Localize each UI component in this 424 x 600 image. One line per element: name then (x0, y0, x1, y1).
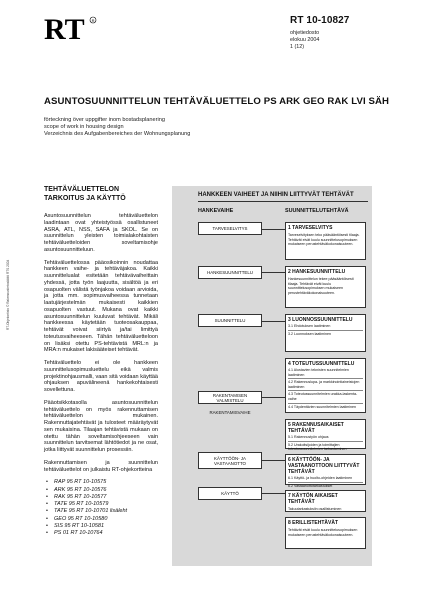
phase-label: RAKENTAMISVAIHE (209, 410, 251, 415)
meta-date: elokuu 2004 (290, 36, 320, 43)
connector-line (262, 272, 285, 273)
task-description: Hankesuunnittelun tekee pääsääntöisesti tilaaja. Tehtävät eivät kuulu suunnittelusopimuksen mukaiseen perustehtäväkokonaisuuteen. (288, 277, 354, 295)
title-swedish: förteckning över uppgifter inom bostadsplanering (44, 117, 165, 123)
task-heading: 5 RAKENNUSAIKAISET TEHTÄVÄT (288, 422, 344, 434)
list-item: • TATE 95 RT 10-10701 lisäleht (44, 508, 158, 515)
paragraph: Pääotsikkotasolla asuntosuunnittelun tehtäväluettelo on myös rakennuttamisen tehtäväluettelon mukainen. Rakennuttajatehtävät ja tulosteet määräytyvät sen mukaisina. Tilaajan tehtävistä mukaan on otettu tähän soveltamisohjeeseen vain suunnittelun tarvitsemat lähtötiedot ja ne osat, jotka liittyvät suunnittelun prosessiin. (44, 399, 158, 453)
phase-box: KÄYTTÖ (198, 487, 262, 500)
phase-box: HANKESUUNNITTELU (198, 266, 262, 279)
column-header-tasks: SUUNNITTELUTEHTÄVÄ (285, 208, 349, 214)
card-meta (290, 30, 319, 50)
task-box (285, 266, 366, 308)
phase-box: RAKENTAMISEN VALMISTELU (198, 391, 262, 404)
column-header-phase: HANKEVAIHE (198, 208, 234, 214)
divider (288, 441, 363, 442)
task-step: 3.1 Ehdotuksen laatiminen (288, 324, 331, 328)
diagram-title: HANKKEEN VAIHEET JA NIIHIN LIITTYVÄT TEHTÄVÄT (198, 192, 354, 198)
phase-box: SUUNNITTELU (198, 314, 262, 327)
list-item: • GEO 95 RT 10-10580 (44, 516, 158, 523)
intro-column (44, 186, 158, 537)
task-description: Tehtävät eivät kuulu suunnittelusopimuksen mukaiseen perustehtäväkokonaisuuteen. (288, 528, 358, 537)
paragraph: Tehtäväluettelo ei ole hankkeen suunnittelusopimusluettelu eikä valmis projektinohjausmalli, vaan sitä voidaan käyttää ohjauksen apuvälineenä hankekohtaisesti sovellettuna. (44, 360, 158, 393)
phase-box: TARVESELVITYS (198, 222, 262, 235)
task-box (285, 222, 366, 260)
task-heading: 2 HANKESUUNNITTELU (288, 269, 346, 275)
task-step: 6.2 Vastaanottotarkastukset (288, 483, 333, 488)
reference-card-list (44, 479, 158, 537)
task-step: 6.1 Käyttö- ja huolto-ohjeiden laatiminen (288, 476, 353, 480)
list-item: • PS 01 RT 10-10764 (44, 530, 158, 537)
section-heading: TEHTÄVÄLUETTELON TARKOITUS JA KÄYTTÖ (44, 186, 126, 202)
connector-line (262, 321, 285, 322)
card-id: RT 10-10827 (290, 15, 350, 26)
task-box (285, 454, 366, 488)
task-heading: 3 LUONNOSSUUNNITTELU (288, 317, 353, 323)
task-description: Takuutarkastuksiin osallistuminen (288, 507, 342, 511)
task-box (285, 490, 366, 512)
connector-line (262, 397, 285, 398)
title-german: Verzeichnis des Aufgabenbereiches der Wohnungsplanung (44, 130, 191, 137)
divider (288, 378, 363, 379)
task-heading: 7 KÄYTÖN AIKAISET TEHTÄVÄT (288, 493, 338, 505)
list-item: • TATE 95 RT 10-10579 (44, 501, 158, 508)
paragraph: Asuntosuunnittelun tehtäväluettelon laadintaan ovat yhteistyössä osallistuneet ASRA, ATL, NSS, SAFA ja SKOL. Se on suunnittelun yleisten toimialakohtaisten tehtäväluetteloiden soveltamisohje asuntosuunnitteluun. (44, 213, 158, 253)
task-box (285, 419, 366, 452)
task-heading: 8 ERILLISTEHTÄVÄT (288, 520, 339, 526)
task-heading: 6 KÄYTTÖÖN- JA VASTAANOTTOON LIITTYVÄT TEHTÄVÄT (288, 457, 360, 475)
divider (288, 390, 363, 391)
task-box (285, 314, 366, 352)
paragraph: Rakennuttamisen ja suunnittelun tehtäväluettelot on julkaistu RT-ohjekortteina (44, 459, 158, 473)
task-step: 4.4 Täydentävien suunnitelmien laatiminen (288, 404, 357, 409)
task-box (285, 358, 366, 413)
divider (288, 482, 363, 483)
document-title: ASUNTOSUUNNITTELUN TEHTÄVÄLUETTELO PS ARK GEO RAK LVI SÄH (44, 96, 390, 107)
list-item: • RAK 95 RT 10-10577 (44, 494, 158, 501)
connector-line (262, 460, 285, 461)
task-step: 4.3 Toteutussuunnitelmien urakka-laskenta-vaihe (288, 392, 358, 401)
translated-titles (44, 117, 190, 138)
svg-text:R: R (91, 17, 95, 23)
divider (288, 330, 363, 331)
task-box (285, 517, 366, 549)
list-item: • RAP 95 RT 10-10575 (44, 479, 158, 486)
connector-line (262, 229, 285, 230)
divider (288, 403, 363, 404)
meta-file-type: ohjetiedosto (290, 30, 320, 36)
task-step: 4.2 Rakennuslupa- ja markkinointiaineistojen laatiminen (288, 380, 360, 389)
divider (198, 201, 368, 202)
rt-logo (44, 14, 98, 42)
title-english: scope of work in housing design (44, 123, 124, 130)
phase-box: KÄYTTÖÖN- JA VASTAANOTTO (198, 452, 262, 469)
list-item: • ARK 95 RT 10-10576 (44, 487, 158, 494)
rt-logo-text: RT (44, 14, 85, 42)
task-step: 5.1 Rakennustyön ohjaus (288, 435, 329, 439)
task-heading: 4 TOTEUTUSSUUNNITTELU (288, 361, 355, 367)
copyright-caption: RT-Ohjekortisto © Rakennustietosäätiö RTS 2004 (6, 259, 10, 330)
task-step: 4.1 Alustavien teknisten suunnitelmien laatiminen (288, 368, 349, 377)
phase-task-diagram (172, 186, 372, 566)
list-item: • SIS 95 RT 10-10581 (44, 523, 158, 530)
meta-page: 1 (12) (290, 43, 305, 50)
connector-line (262, 493, 285, 494)
task-step: 3.2 Luonnoksen laatiminen (288, 331, 331, 336)
task-description: Tarveselvityksen teko pääsääntöisesti tilaaja. Tehtävät eivät kuulu suunnittelusopimuksen mukaiseen perustehtäväkokonaisuuteen. (288, 233, 360, 247)
task-step: 5.2 Urakoitsijoiden ja toimittajien toteutussuunnitelmien tarkastaminen (288, 442, 347, 452)
paragraph: Tehtäväluettelossa pääosikoinnin noudattaa hankkeen vaihe- ja tehtäväjakoa. Kaikki suunnittelualat esitetään tehtävävaiheittain yhdessä, jotta työn laajuutta, sisältöä ja eri osapuolten välistä työnjakoa voidaan arvioida, ja jotta mm. sopimusvaiheessa tunnetaan laatujärjestelmän mukaisesti kaikkien osapuolten vastuut. Mukana ovat kaikki asuntosuunnittelun kuuluvat tehtävät. Mikäli hankkeessa käytetään tuoteosakauppaa, tehtävät voivat siirtyä ja/tai limittyä toteutusvaiheeseen. Tähän tehtäväluetteloon on lisäksi otettu PS-tehtävistä MRL:n ja MRA:n mukaiset lakisääteiset tehtävät. (44, 259, 158, 354)
task-heading: 1 TARVESELVITYS (288, 225, 333, 231)
